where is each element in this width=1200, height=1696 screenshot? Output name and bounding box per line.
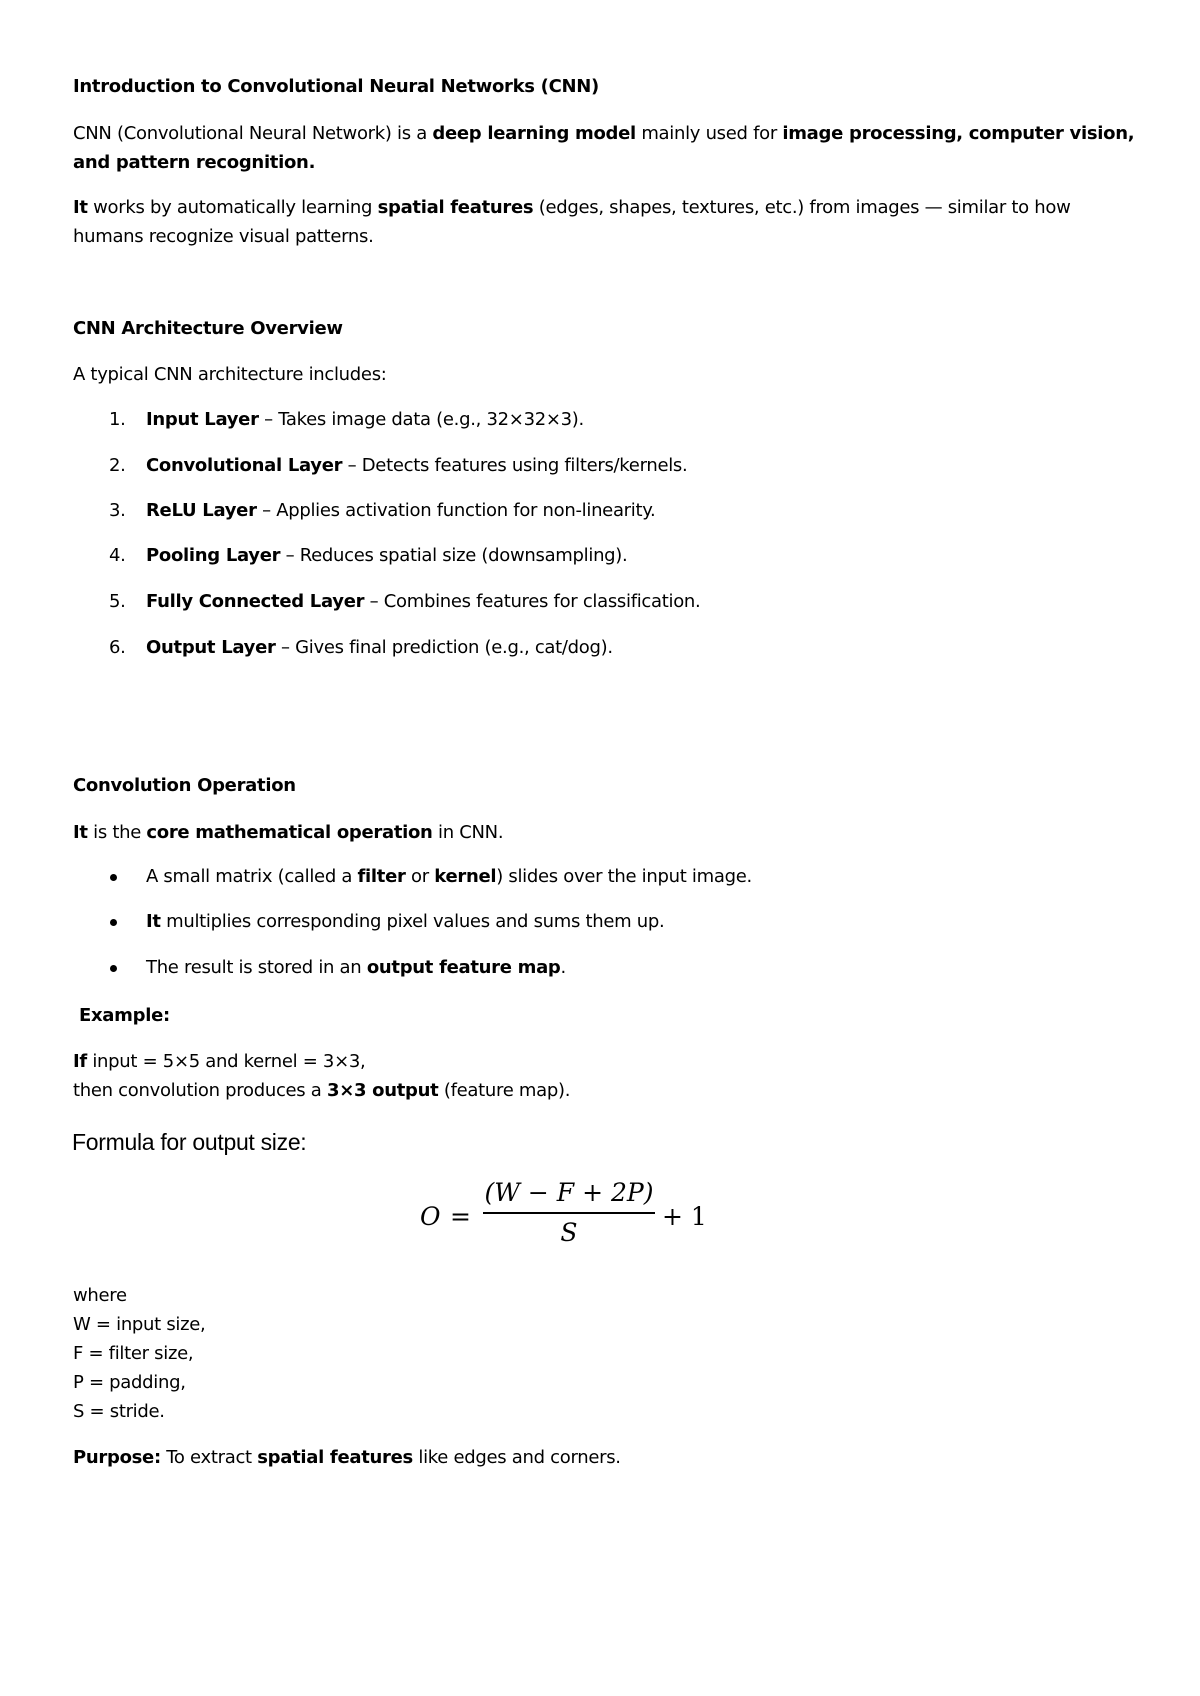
where-line: F = filter size, xyxy=(73,1343,194,1364)
list-number: 3. xyxy=(109,500,126,521)
bullet-dot xyxy=(110,919,117,926)
where-line: P = padding, xyxy=(73,1372,186,1393)
example-line-1: If input = 5×5 and kernel = 3×3, xyxy=(73,1051,366,1072)
convolution-core: It is the core mathematical operation in CNN. xyxy=(73,822,504,843)
formula-fraction xyxy=(483,1176,655,1250)
list-item-desc: – Applies activation function for non-linearity. xyxy=(256,500,656,521)
list-number: 4. xyxy=(109,545,126,566)
list-item-desc: – Reduces spatial size (downsampling). xyxy=(280,545,628,566)
list-item-name: Fully Connected Layer xyxy=(146,591,365,612)
list-number: 6. xyxy=(109,637,126,658)
list-number: 5. xyxy=(109,591,126,612)
example-label: Example: xyxy=(79,1005,170,1026)
intro-title: Introduction to Convolutional Neural Networks (CNN) xyxy=(73,76,599,97)
list-item-desc: – Takes image data (e.g., 32×32×3). xyxy=(258,409,584,430)
formula-numerator: (W − F + 2P) xyxy=(484,1178,654,1207)
list-item-name: Output Layer xyxy=(146,637,276,658)
document-page: Introduction to Convolutional Neural Networks (CNN) CNN (Convolutional Neural Network) is a deep learning model mainly used for image processing, computer vision, and pattern recognition. It works by automatically learning spatial features (edges, shapes, textures, etc.) from images — similar to how humans recognize visual patterns. CNN Architecture Overview A typical CNN architecture includes: 1. Input Layer – Takes image data (e.g., 32×32×3). 2. Convolutional Layer – Detects features using filters/kernels. 3. ReLU Layer – Applies activation function for non-linearity. 4. Pooling Layer – Reduces spatial size (downsampling). 5. Fully Connected Layer – Combines features for classification. 6. Output Layer – Gives final prediction (e.g., cat/dog). Convolution Operation It is the core mathematical operation in CNN. A small matrix (called a filter or kernel) slides over the input image. It multiplies corresponding pixel values and sums them up. The result is stored in an output feature map. Example: If input = 5×5 and kernel = 3×3, then convolution produces a 3×3 output (feature map). Formula for output size: O = (W − F + 2P) S + 1 where W = input size, F = filter size, P = padding, S = stride. Purpose: To extract spatial features like edges and corners. xyxy=(0,0,1200,1696)
fraction-bar xyxy=(483,1212,655,1214)
list-item-name: Convolutional Layer xyxy=(146,455,343,476)
bullet-dot xyxy=(110,874,117,881)
formula-denominator: S xyxy=(560,1217,578,1247)
formula-equals: = xyxy=(450,1202,471,1231)
list-item-desc: – Detects features using filters/kernels. xyxy=(342,455,688,476)
purpose-line: Purpose: To extract spatial features like edges and corners. xyxy=(73,1447,621,1468)
intro-paragraph-1: CNN (Convolutional Neural Network) is a deep learning model mainly used for image processing, computer vision, and pattern recognition. xyxy=(73,123,1135,173)
list-number: 2. xyxy=(109,455,126,476)
list-item-desc: – Gives final prediction (e.g., cat/dog). xyxy=(275,637,613,658)
formula-heading: Formula for output size: xyxy=(72,1129,307,1155)
architecture-intro: A typical CNN architecture includes: xyxy=(73,364,387,385)
formula-lhs: O xyxy=(420,1202,441,1231)
list-item-name: ReLU Layer xyxy=(146,500,257,521)
convolution-title: Convolution Operation xyxy=(73,775,296,796)
list-item-desc: – Combines features for classification. xyxy=(364,591,701,612)
formula-plus-one: + 1 xyxy=(662,1202,707,1231)
bullet-dot xyxy=(110,965,117,972)
list-item-name: Pooling Layer xyxy=(146,545,281,566)
where-line: where xyxy=(73,1285,127,1306)
where-line: W = input size, xyxy=(73,1314,206,1335)
architecture-title: CNN Architecture Overview xyxy=(73,318,343,339)
where-line: S = stride. xyxy=(73,1401,165,1422)
list-item-name: Input Layer xyxy=(146,409,259,430)
example-line-2: then convolution produces a 3×3 output (feature map). xyxy=(73,1080,571,1101)
output-size-formula xyxy=(420,1176,720,1256)
intro-paragraph-2: It works by automatically learning spatial features (edges, shapes, textures, etc.) from images — similar to how humans recognize visual patterns. xyxy=(73,197,1071,247)
list-number: 1. xyxy=(109,409,126,430)
